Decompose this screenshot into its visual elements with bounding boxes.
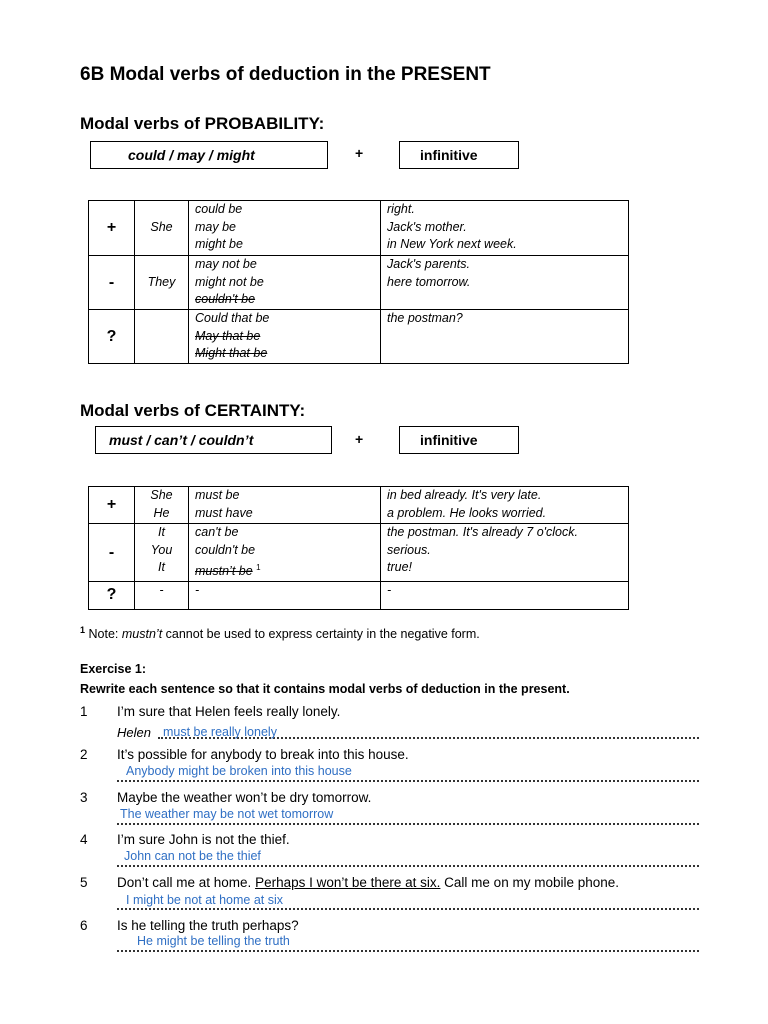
verb-line-with-footnote — [195, 559, 380, 581]
certainty-row-question — [89, 581, 629, 609]
item-number: 6 — [80, 918, 88, 933]
page-title: 6B Modal verbs of deduction in the PRESENT — [80, 64, 491, 85]
handwritten-answer: He might be telling the truth — [137, 934, 290, 948]
question-symbol: ? — [89, 310, 135, 364]
verb-line: might not be — [195, 274, 264, 289]
verb-cell — [189, 256, 381, 310]
verb-line: couldn't be — [195, 542, 256, 557]
item-question: It’s possible for anybody to break into this house. — [117, 747, 409, 762]
certainty-table — [88, 486, 629, 610]
footnote-mark: 1 — [256, 563, 261, 572]
verb-cell — [189, 310, 381, 364]
subject-line: You — [150, 542, 173, 557]
answer-line[interactable] — [117, 821, 699, 825]
answer-line[interactable] — [117, 948, 699, 952]
verb-cell — [189, 524, 381, 582]
struck-verb: mustn’t be — [195, 564, 253, 579]
probability-infinitive-text: infinitive — [420, 147, 478, 163]
certainty-modals-text: must / can’t / couldn’t — [109, 432, 254, 448]
complement-cell — [381, 310, 629, 364]
item-question: Is he telling the truth perhaps? — [117, 918, 299, 933]
note-text: cannot be used to express certainty in the negative form. — [165, 627, 480, 642]
subject-line: - — [159, 582, 164, 597]
answer-line[interactable] — [117, 863, 699, 867]
footnote-number: 1 — [80, 625, 86, 635]
exercise-instruction: Rewrite each sentence so that it contains modal verbs of deduction in the present. — [80, 682, 570, 696]
question-part: Don’t call me at home. — [117, 875, 256, 890]
item-number: 2 — [80, 747, 88, 762]
item-question: Maybe the weather won’t be dry tomorrow. — [117, 790, 372, 805]
subject-line: It — [158, 560, 165, 574]
complement-line: serious. — [387, 542, 431, 557]
complement-line: here tomorrow. — [387, 274, 471, 289]
struck-verb-line: Might that be — [195, 346, 268, 360]
certainty-heading: Modal verbs of CERTAINTY: — [80, 401, 306, 420]
complement-line: in bed already. It's very late. — [387, 488, 542, 502]
complement-line: true! — [387, 560, 413, 574]
verb-line: might be — [195, 237, 243, 251]
negative-symbol: - — [89, 256, 135, 310]
note-label: Note: — [88, 627, 119, 642]
exercise-title: Exercise 1: — [80, 662, 147, 676]
verb-cell — [189, 487, 381, 524]
probability-row-positive — [89, 201, 629, 256]
complement-cell — [381, 524, 629, 582]
subject-line: She — [150, 488, 173, 502]
verb-cell — [189, 201, 381, 256]
complement-cell — [381, 256, 629, 310]
complement-line: right. — [387, 202, 415, 216]
probability-row-question — [89, 310, 629, 364]
certainty-row-negative — [89, 524, 629, 582]
question-part: Call me on my mobile phone. — [440, 875, 620, 890]
item-number: 1 — [80, 704, 88, 719]
probability-heading: Modal verbs of PROBABILITY: — [80, 114, 325, 133]
footnote — [80, 625, 480, 641]
verb-cell — [189, 581, 381, 609]
complement-line: - — [387, 582, 392, 597]
subject-cell — [135, 524, 189, 582]
question-symbol: ? — [89, 581, 135, 609]
subject-cell — [135, 581, 189, 609]
underlined-phrase: Perhaps I won’t be there at six. — [255, 875, 441, 890]
handwritten-answer: The weather may be not wet tomorrow — [120, 807, 334, 821]
note-word: mustn’t — [121, 627, 163, 642]
subject-cell: They — [135, 256, 189, 310]
handwritten-answer: Anybody might be broken into this house — [126, 764, 352, 778]
positive-symbol: + — [89, 487, 135, 524]
verb-line: must be — [195, 488, 240, 502]
complement-line: the postman? — [387, 311, 463, 325]
complement-line: Jack's mother. — [387, 219, 467, 234]
answer-prefix: Helen — [117, 725, 151, 740]
complement-line: a problem. He looks worried. — [387, 505, 547, 520]
probability-modals-box — [90, 141, 328, 169]
verb-line: can't be — [195, 525, 239, 539]
verb-line: - — [195, 582, 200, 597]
complement-line: in New York next week. — [387, 237, 517, 251]
verb-line: Could that be — [195, 311, 270, 325]
handwritten-answer: John can not be the thief — [124, 849, 261, 863]
negative-symbol: - — [89, 524, 135, 582]
item-number: 3 — [80, 790, 88, 805]
struck-verb-line: May that be — [195, 328, 261, 343]
certainty-row-positive — [89, 487, 629, 524]
probability-table — [88, 200, 629, 364]
complement-line: Jack's parents. — [387, 257, 470, 271]
subject-cell — [135, 310, 189, 364]
answer-line[interactable] — [117, 778, 699, 782]
probability-row-negative — [89, 256, 629, 310]
complement-cell — [381, 581, 629, 609]
certainty-modals-box — [95, 426, 332, 454]
handwritten-answer: must be really lonely — [163, 725, 277, 739]
subject-cell: She — [135, 201, 189, 256]
item-question: I’m sure that Helen feels really lonely. — [117, 704, 341, 719]
subject-cell — [135, 487, 189, 524]
item-question: I’m sure John is not the thief. — [117, 832, 290, 847]
item-number: 4 — [80, 832, 88, 847]
item-number: 5 — [80, 875, 88, 890]
positive-symbol: + — [89, 201, 135, 256]
probability-plus-sign: + — [355, 145, 364, 161]
verb-line: must have — [195, 505, 253, 520]
verb-line: may not be — [195, 257, 257, 271]
item-question — [117, 875, 619, 890]
probability-modals-text: could / may / might — [128, 147, 255, 163]
complement-cell — [381, 201, 629, 256]
complement-line: the postman. It's already 7 o'clock. — [387, 525, 578, 539]
certainty-infinitive-text: infinitive — [420, 432, 478, 448]
certainty-infinitive-box — [399, 426, 519, 454]
verb-line: could be — [195, 202, 243, 216]
subject-line: It — [158, 525, 165, 539]
complement-cell — [381, 487, 629, 524]
verb-line: may be — [195, 219, 236, 234]
probability-infinitive-box — [399, 141, 519, 169]
subject-line: He — [153, 505, 170, 520]
certainty-plus-sign: + — [355, 431, 364, 447]
struck-verb-line: couldn't be — [195, 292, 256, 306]
handwritten-answer: I might be not at home at six — [126, 893, 284, 907]
